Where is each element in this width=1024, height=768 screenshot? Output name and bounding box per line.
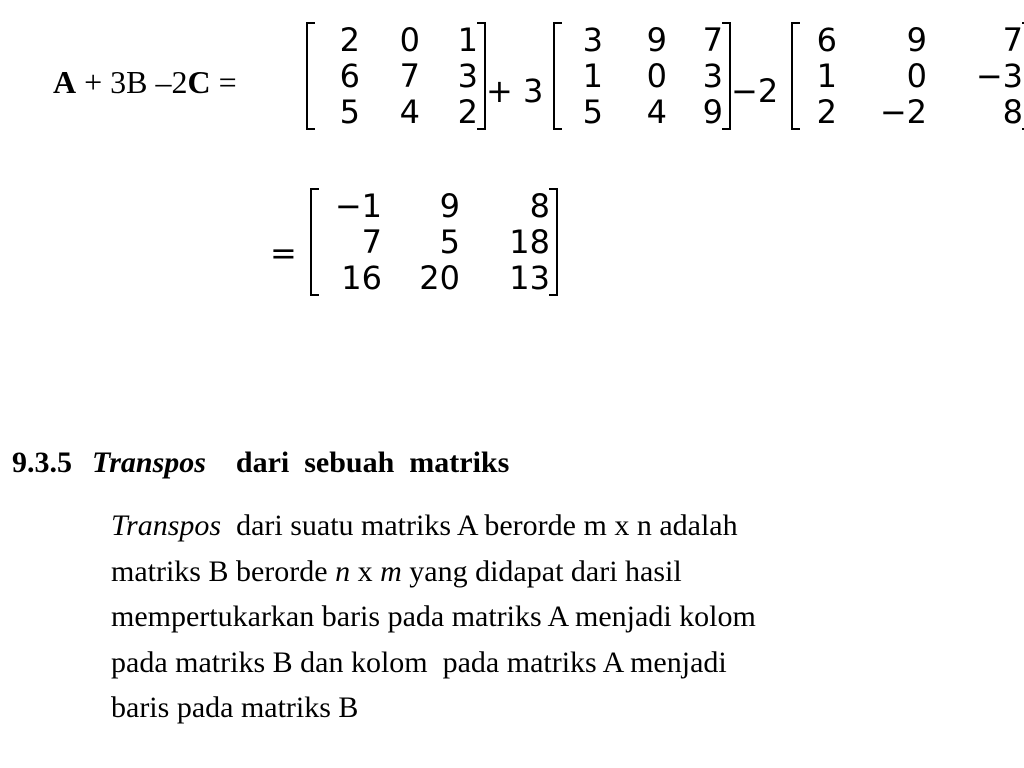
symbol-c: C	[187, 64, 211, 100]
matrix-cell: 7	[1002, 21, 1023, 59]
matrix-c	[791, 22, 1024, 130]
matrix-cell: 4	[646, 93, 667, 131]
matrix-cell: 20	[419, 259, 460, 297]
matrix-b	[553, 22, 731, 130]
coef-2: 2	[171, 64, 188, 100]
matrix-cell: 1	[816, 57, 837, 95]
matrix-cell: 5	[582, 93, 603, 131]
term-transpos: Transpos	[111, 509, 222, 542]
section-title-term: Transpos	[92, 446, 206, 479]
paragraph-line-4: pada matriks B dan kolom pada matriks A menjadi	[111, 645, 727, 679]
coefficient-3: 3	[522, 72, 544, 110]
matrix-cell: 1	[582, 57, 603, 95]
matrix-cell: 0	[646, 57, 667, 95]
equation-lhs	[53, 64, 237, 101]
matrix-cell: 9	[906, 21, 927, 59]
matrix-cell: 5	[439, 223, 460, 261]
matrix-cell: 3	[702, 57, 723, 95]
op-plus-3	[486, 72, 543, 110]
op-minus-2: −2	[731, 72, 779, 110]
minus-sign: –	[155, 64, 172, 100]
matrix-cell: 3	[582, 21, 603, 59]
equals-sign: =	[218, 64, 237, 100]
matrix-cell: 9	[439, 187, 460, 225]
matrix-cell: 1	[457, 21, 478, 59]
matrix-cell: 16	[341, 259, 382, 297]
matrix-cell: 6	[816, 21, 837, 59]
matrix-cell: 2	[457, 93, 478, 131]
matrix-cell: −2	[879, 93, 927, 131]
line-2-x: x	[350, 554, 381, 588]
matrix-cell: 7	[702, 21, 723, 59]
matrix-cell: −3	[975, 57, 1023, 95]
matrix-cell: 3	[457, 57, 478, 95]
matrix-cell: 9	[646, 21, 667, 59]
matrix-cell: −1	[334, 187, 382, 225]
section-number: 9.3.5	[12, 446, 72, 479]
matrix-cell: 7	[361, 223, 382, 261]
matrix-cell: 18	[509, 223, 550, 261]
matrix-cell: 4	[399, 93, 420, 131]
matrix-cell: 8	[529, 187, 550, 225]
matrix-cell: 5	[339, 93, 360, 131]
section-heading	[12, 446, 509, 480]
section-title-rest: dari sebuah matriks	[235, 446, 510, 479]
var-m: m	[380, 554, 402, 588]
line-2-pre: matriks B berorde	[111, 554, 336, 588]
plus-operator: +	[486, 72, 513, 110]
matrix-cell: 6	[339, 57, 360, 95]
matrix-cell: 2	[339, 21, 360, 59]
plus-sign: +	[84, 64, 103, 100]
matrix-cell: 8	[1002, 93, 1023, 131]
paragraph-line-1	[111, 503, 991, 549]
matrix-cell: 7	[399, 57, 420, 95]
line-2-post: yang didapat dari hasil	[401, 554, 682, 588]
matrix-a	[306, 22, 486, 130]
matrix-cell: 0	[399, 21, 420, 59]
matrix-cell: 0	[906, 57, 927, 95]
result-equals-sign: =	[270, 234, 297, 272]
definition-paragraph	[111, 503, 991, 731]
matrix-result	[310, 188, 558, 296]
matrix-cell: 13	[509, 259, 550, 297]
line-1-text: dari suatu matriks A berorde m x n adalah	[221, 509, 738, 542]
matrix-cell: 2	[816, 93, 837, 131]
symbol-a: A	[53, 64, 77, 100]
var-n: n	[335, 554, 351, 588]
paragraph-line-5: baris pada matriks B	[111, 691, 359, 724]
paragraph-line-2	[111, 549, 991, 595]
term-3b: 3B	[110, 64, 148, 100]
paragraph-line-3: mempertukarkan baris pada matriks A menjadi kolom	[111, 600, 756, 633]
matrix-cell: 9	[702, 93, 723, 131]
